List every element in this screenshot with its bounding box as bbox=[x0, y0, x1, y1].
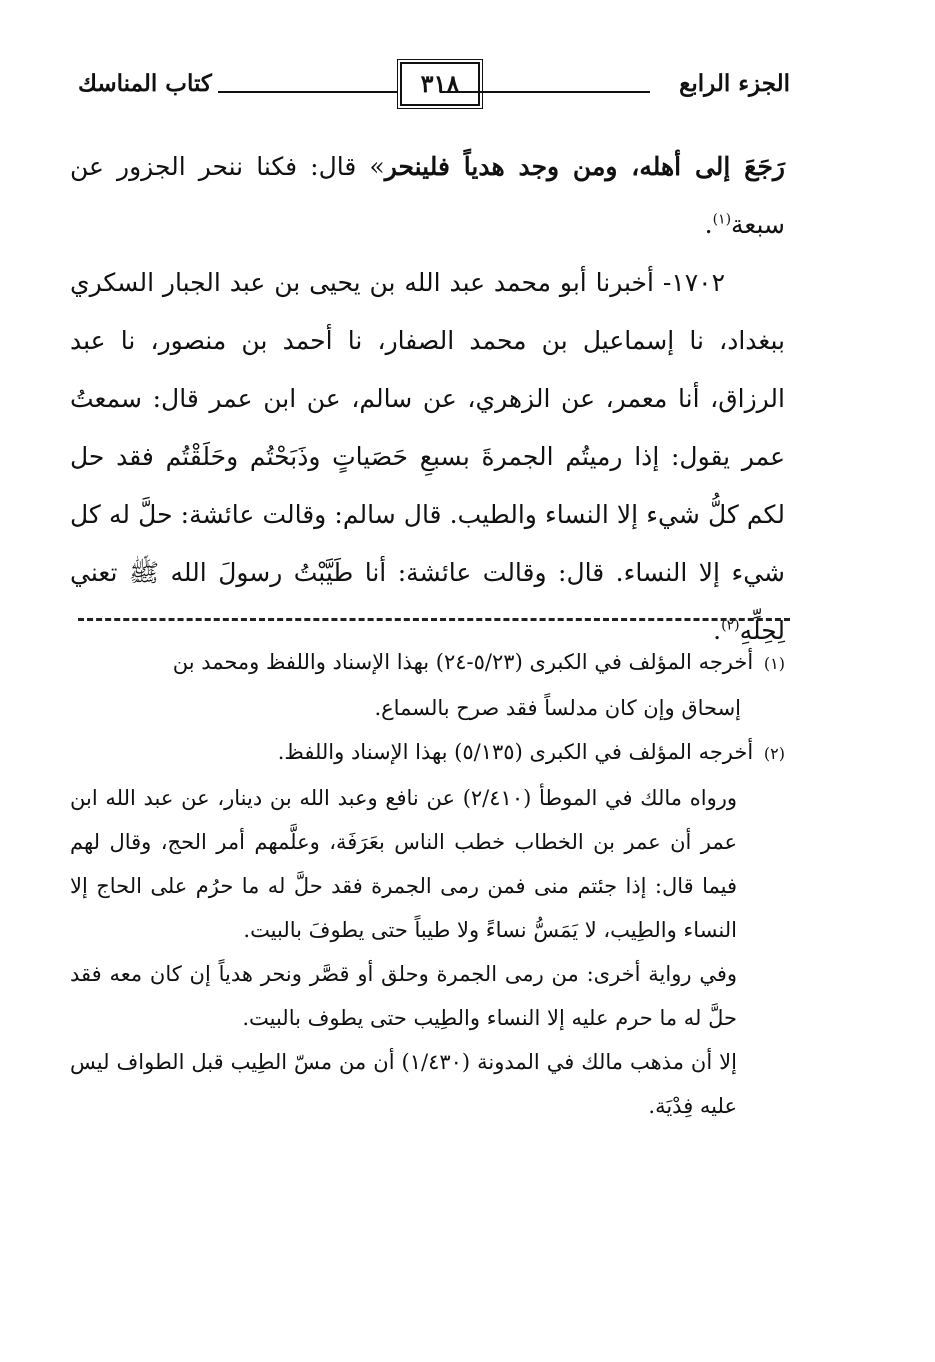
footnote-2-number: (٢) bbox=[763, 744, 785, 763]
book-title: كتاب المناسك bbox=[78, 70, 212, 97]
main-text bbox=[70, 138, 785, 660]
part-title: الجزء الرابع bbox=[679, 70, 790, 97]
page-header bbox=[78, 58, 790, 108]
footnote-ref-1: (١) bbox=[712, 211, 732, 228]
footnote-2-text: أخرجه المؤلف في الكبرى (٥/١٣٥) بهذا الإسناد واللفظ. bbox=[277, 740, 754, 764]
hadith-ending: رَجَعَ إلى أهله، ومن وجد هدياً فلينحر bbox=[384, 152, 785, 181]
line1-end: . bbox=[704, 210, 713, 239]
footnote-2-paragraph-2: وفي رواية أخرى: من رمى الجمرة وحلق أو قصَّر ونحر هدياً إن كان معه فقد حلَّ له ما حرم عليه إلا النساء والطِيب حتى يطوف بالبيت. bbox=[70, 962, 737, 1030]
footnote-2-paragraph-3: إلا أن مذهب مالك في المدونة (١/٤٣٠) أن من مسّ الطِيب قبل الطواف ليس عليه فِدْيَة. bbox=[70, 1050, 737, 1118]
hadith-1702-text: ١٧٠٢- أخبرنا أبو محمد عبد الله بن يحيى بن عبد الجبار السكري ببغداد، نا إسماعيل بن محمد الصفار، نا أحمد بن منصور، نا عبد الرزاق، أنا معمر، عن الزهري، عن سالم، عن ابن عمر قال: سمعتُ عمر يقول: إذا رميتُم الجمرةَ بسبعِ حَصَياتٍ وذَبَحْتُم وحَلَقْتُم فقد حل لكم كلُّ شيء إلا النساء والطيب. قال سالم: وقالت عائشة: حلَّ له كل شيء إلا النساء. قال: وقالت عائشة: أنا طَيَّبْتُ رسولَ الله ﷺ تعني لِحِلِّهِ bbox=[70, 268, 785, 645]
footnote-1 bbox=[70, 640, 785, 686]
main-line-1 bbox=[70, 138, 785, 254]
header-rule-left bbox=[218, 91, 398, 93]
footnote-divider bbox=[78, 618, 790, 621]
footnotes bbox=[70, 640, 785, 1128]
footnote-2 bbox=[70, 730, 785, 776]
footnote-ref-2: (٢) bbox=[721, 617, 740, 634]
footnote-1-continuation: إسحاق وإن كان مدلساً فقد صرح بالسماع. bbox=[374, 696, 741, 720]
footnote-1-text: أخرجه المؤلف في الكبرى (٥/٢٣-٢٤) بهذا الإسناد واللفظ ومحمد بن bbox=[172, 650, 754, 674]
page-number: ٣١٨ bbox=[400, 62, 480, 106]
hadith-comment: » قال: فكنا ننحر الجزور عن سبعة bbox=[70, 152, 785, 239]
para2-end: . bbox=[713, 616, 722, 645]
footnote-1-number: (١) bbox=[763, 654, 785, 673]
footnote-2-paragraph-1: ورواه مالك في الموطأ (٢/٤١٠) عن نافع وعبد الله بن دينار، عن عبد الله ابن عمر أن عمر بن الخطاب خطب الناس بعَرَفَة، وعلَّمهم أمر الحج، وقال لهم فيما قال: إذا جئتم منى فمن رمى الجمرة فقد حلَّ له ما حرُم على الحاج إلا النساء والطِيب، لا يَمَسُّ نساءً ولا طيباً حتى يطوفَ بالبيت. bbox=[70, 786, 738, 942]
hadith-1702 bbox=[70, 254, 785, 660]
